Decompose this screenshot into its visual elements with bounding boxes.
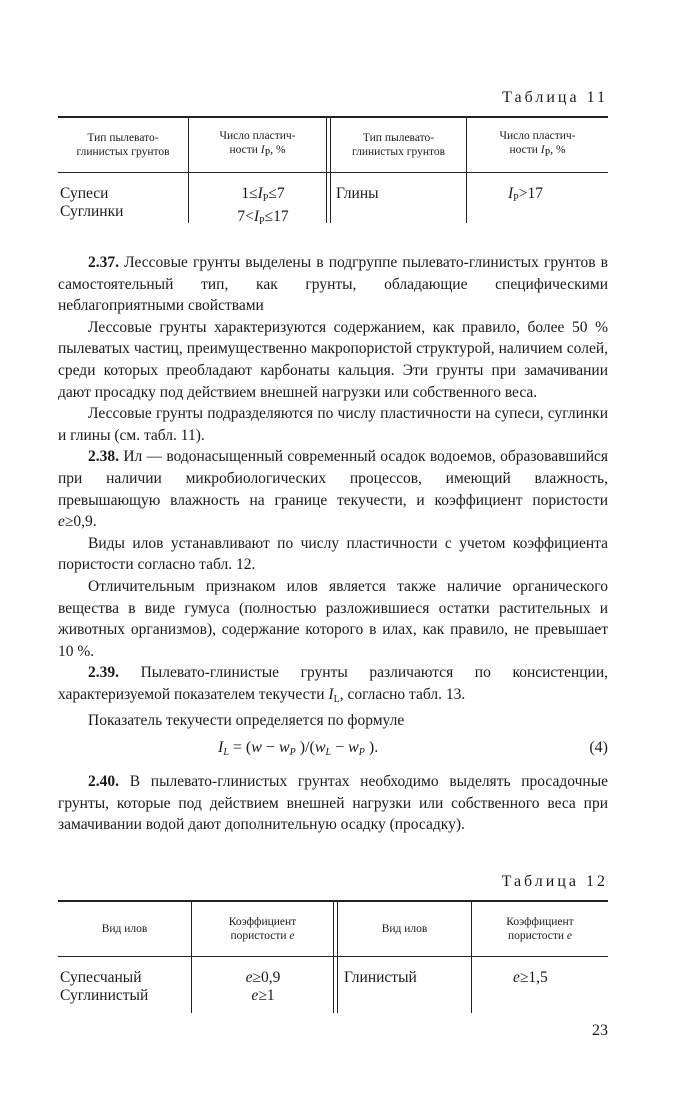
paragraph-formula-intro: Показатель текучести определяется по формуле <box>88 712 405 730</box>
page-number: 23 <box>592 1022 608 1039</box>
table-11 <box>58 116 608 227</box>
table-11-right-type: Глины <box>336 185 379 202</box>
table-12-right-type: Глинистый <box>344 969 417 986</box>
table-12-body <box>58 957 608 1013</box>
table-11-header-plasticity-2: Число пластич- ности $I_P$, % <box>499 130 576 159</box>
table-12-header <box>58 900 608 957</box>
table-11-body <box>58 173 608 227</box>
paragraph-loess-characteristics: Лессовые грунты характеризуются содержанием, как правило, более 50 % пылеватых частиц, преимущественно макропористой структурой, наличием солей, среди которых преобладают карбонаты кальция. Эти грунты при замачивании дают просадку под действием внешней нагрузки или собственного веса. <box>58 318 608 401</box>
formula-number: (4) <box>589 739 608 756</box>
table-12-right-value: e≥1,5 <box>513 969 548 986</box>
table-12-header-kind-1: Вид илов <box>101 923 148 935</box>
table-12-header-coef-2: Коэффициент пористости e <box>506 916 574 942</box>
table-11-right-value: $I_P>17$ <box>508 185 543 204</box>
paragraph-loess-subdivision: Лессовые грунты подразделяются по числу пластичности на супеси, суглинки и глины (см. табл. 11). <box>58 405 608 444</box>
table-11-left-types: Супеси Суглинки <box>60 185 124 220</box>
paragraph-2-39: 2.39. Пылевато-глинистые грунты различаются по консистенции, характеризуемой показателем текучести $I_L$, согласно табл. 13. <box>58 664 609 705</box>
table-11-header-plasticity-1: Число пластич- ности $I_P$, % <box>219 130 296 159</box>
table-11-left-values: $1\le I_P\le 7$ $7<I_P\le 17$ <box>237 185 289 227</box>
table-12-left-types: Супесчаный Суглинистый <box>60 969 149 1004</box>
table-12-header-kind-2: Вид илов <box>381 923 428 935</box>
table-12-caption: Таблица 12 <box>501 873 608 890</box>
formula-4 <box>58 739 608 763</box>
paragraph-2-38: 2.38. Ил — водонасыщенный современный осадок водоемов, образовавшийся при наличии микробиологических процессов, имеющий влажность, превышающую влажность на границе текучести, и коэффициент пористости e≥0,9. <box>58 448 608 531</box>
table-11-header <box>58 116 608 173</box>
table-11-caption: Таблица 11 <box>502 89 608 106</box>
body-text-2-40 <box>58 771 608 836</box>
formula-expression: $I_L = (w - w_P$ )$/(w_L - w_P$ ). <box>218 739 379 758</box>
paragraph-2-40: 2.40. В пылевато-глинистых грунтах необходимо выделять просадочные грунты, которые под действием внешней нагрузки или собственного веса при замачивании водой дают дополнительную осадку (просадку). <box>58 773 609 834</box>
paragraph-silt-types: Виды илов устанавливают по числу пластичности с учетом коэффициента пористости согласно табл. 12. <box>58 534 608 574</box>
paragraph-2-37: 2.37. Лессовые грунты выделены в подгруппе пылевато-глинистых грунтов в самостоятельный тип, как грунты, обладающие специфическими неблагоприятными свойствами <box>58 254 608 315</box>
table-12 <box>58 900 608 1013</box>
table-12-left-values: e≥0,9 e≥1 <box>245 969 281 1004</box>
table-12-header-coef-1: Коэффициент пористости e <box>228 916 297 942</box>
paragraph-silt-organic: Отличительным признаком илов является также наличие органического вещества в виде гумуса (полностью разложившиеся остатки растительных и животных организмов), содержание которого в илах, как правило, не превышает 10 %. <box>58 577 608 660</box>
table-11-header-type-2: Тип пылевато- глинистых грунтов <box>351 132 446 158</box>
table-11-header-type-1: Тип пылевато- глинистых грунтов <box>76 132 170 158</box>
body-text <box>58 252 608 732</box>
